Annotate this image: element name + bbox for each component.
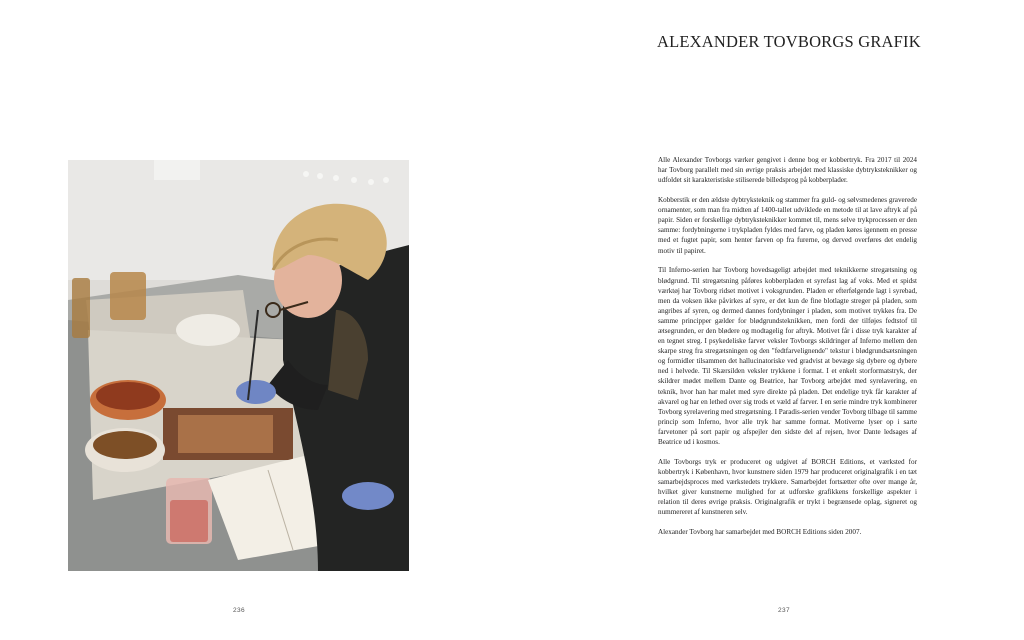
paragraph: Alle Tovborgs tryk er produceret og udgivet af BORCH Editions, et værksted for kobbertryk i København, hvor kunstnere siden 1979 har produceret originalgrafik i en tæt samarbejdsproces med værkstedets trykkere. Samarbejdet fortsætter ofte over mange år, hvilket giver kunstnerne mulighed for at udforske grafikkens forskellige aspekter i relation til deres øvrige praksis. Originalgrafik er trykt i begrænsede oplag, signeret og nummereret af kunstneren selv. <box>658 457 917 517</box>
right-page <box>512 0 1024 640</box>
paragraph: Til Inferno-serien har Tovborg hovedsageligt arbejdet med teknikkerne stregætsning og blødgrund. Til stregætsning påføres kobberpladen et syrefast lag af voks. Med et spidst værktøj har Tovborg ridset motivet i voksgrunden. Pladen er efterfølgende lagt i syrebad, men da voksen ikke påvirkes af syre, er det kun de fine blotlagte streger på pladen, som angribes af syren, og dermed dannes fordybninger i pladen, som motivet trykkes fra. De samme principper gælder for blødgrundsteknikken, men fordi der tilføjes fedtstof til ætsegrunden, er den blødere og modtagelig for aftryk. Motivet får i disse tryk karakter af en tegnet streg. I psykedeliske farver veksler Tovborgs skildringer af Inferno mellem den skarpe streg fra stregætsningen og den "fedtfarvelignende" tekstur i blødgrundsætsningen og formidler tilsammen det hallucinatoriske ved gradvist at bevæge sig dybere og dybere ned i helvede. Til Skærsilden veksler trykkene i format. I et enkelt storformatstryk, der skildrer mødet mellem Dante og Beatrice, har Tovborg arbejdet med syrelavering, en teknik, hvor han har malet med syre direkte på pladen. Det endelige tryk får karakter af akvarel og har en lethed over sig trods et væld af farver. I en serie mindre tryk kombinerer Tovborg syrelavering med stregætsning. I Paradis-serien vender Tovborg tilbage til samme princip som Inferno, hvor alle tryk har samme format. Motiverne lyser op i sarte farvetoner på sort papir og afspejler den sidste del af rejsen, hvor Dante ledsages af Beatrice ud i kosmos. <box>658 266 917 447</box>
page-number-left: 236 <box>233 607 246 614</box>
artist-photo <box>68 160 409 571</box>
artist-at-work-photo-icon <box>68 160 409 571</box>
body-text <box>658 155 917 547</box>
paragraph: Kobberstik er den ældste dybtryksteknik og stammer fra guld- og sølvsmedenes graverede ornamenter, som man fra midten af 1400-tallet udviklede en metode til at lave aftryk af på papir. Siden er forskellige dybtryksteknikker kommet til, mens selve trykprocessen er den samme: fordybningerne i trykpladen fyldes med farve, og pladen køres igennem en presse med et fugtet papir, som henter farven op fra furerne, og derved overføres det endelig motiv til papiret. <box>658 196 917 255</box>
paragraph: Alexander Tovborg har samarbejdet med BORCH Editions siden 2007. <box>658 528 862 537</box>
page-number-right: 237 <box>778 607 791 614</box>
paragraph: Alle Alexander Tovborgs værker gengivet i denne bog er kobbertryk. Fra 2017 til 2024 har Tovborg parallelt med sin øvrige praksis arbejdet med klassiske dybtryksteknikker og udfoldet sit karakteristiske stiliserede billedsprog på kobberplader. <box>658 156 917 185</box>
page-heading: ALEXANDER TOVBORGS GRAFIK <box>657 32 921 51</box>
